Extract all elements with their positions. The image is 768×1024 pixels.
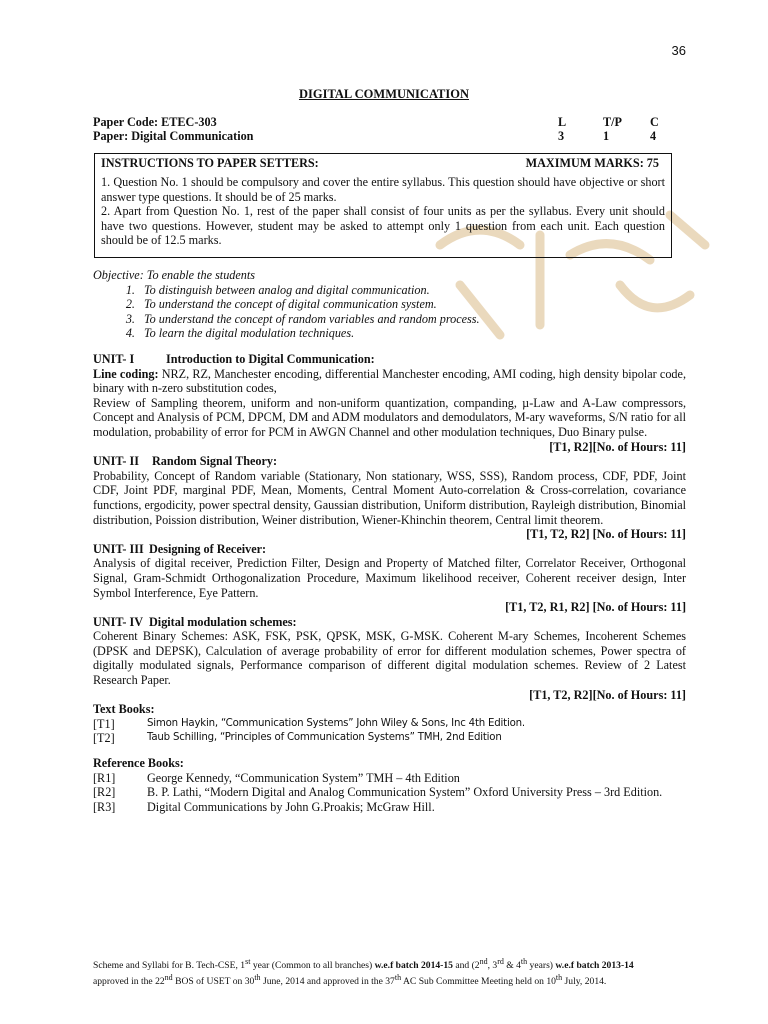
unit-1-text-1: NRZ, RZ, Manchester encoding, differential Manchester encoding, AMI coding, high density bipolar code, binary with n-zero substitution codes, [93,366,686,396]
unit-4-title: Digital modulation schemes: [149,614,297,629]
text-books-heading: Text Books: [93,702,155,717]
footer-text: approved in the 22 [93,975,165,987]
footer-line-1 [93,956,686,972]
footer-text: Scheme and Syllabi for B. Tech-CSE, 1 [93,960,246,972]
footer-sup: th [394,972,402,982]
reference-book-title: George Kennedy, “Communication System” TMH – 4th Edition [147,770,460,785]
reference-books-heading: Reference Books: [93,756,184,771]
col-header-c: C [650,115,659,129]
instructions-header [101,156,665,172]
unit-3-title: Designing of Receiver: [149,541,267,556]
reference-book-key: [R1] [93,770,116,785]
footer-sup: th [520,957,528,966]
paper-code: Paper Code: ETEC-303 [93,115,217,129]
unit-3-heading [93,542,686,557]
unit-1-label: UNIT- I [93,352,135,366]
col-value-l: 3 [558,129,565,143]
text-book-title: Taub Schilling, “Principles of Communication Systems” TMH, 2nd Edition [147,732,502,744]
text-book-item [93,717,686,732]
unit-3-reference: [T1, T2, R1, R2] [No. of Hours: 11] [505,600,686,615]
footer-text: year (Common to all branches) [250,960,375,972]
objective-item: 1. To distinguish between analog and digital communication. [138,283,693,298]
unit-2-label: UNIT- II [93,454,139,469]
instruction-point-1: 1. Question No. 1 should be compulsory and cover the entire syllabus. This question should have objective or short answer type questions. It should be of 25 marks. [101,175,665,204]
syllabus-body [93,352,686,814]
unit-2-title: Random Signal Theory: [152,454,278,469]
reference-book-title: Digital Communications by John G.Proakis; McGraw Hill. [147,799,435,814]
col-value-c: 4 [650,129,657,143]
text-book-item [93,731,686,746]
page-number: 36 [671,43,686,58]
unit-1-heading [93,352,686,367]
objective-intro: Objective: To enable the students [93,268,256,282]
unit-1-line-coding [93,367,686,396]
reference-book-item [93,800,686,815]
unit-4-text: Coherent Binary Schemes: ASK, FSK, PSK, QPSK, MSK, G-MSK. Coherent M-ary Schemes, Incoherent Schemes (DPSK and DEPSK), Calculation of average probability of error for different modulation schemes, Power spectra of digitally modulated signals, Performance comparison of different digital modulation schemes. Review of 2 Latest Research Paper. [93,629,686,688]
text-book-key: [T1] [93,716,115,731]
footer-line-2 [93,972,686,988]
unit-4-heading [93,615,686,630]
paper-name: Paper: Digital Communication [93,129,254,143]
footer-sup: nd [479,957,488,966]
instructions-box [94,153,672,258]
footer-sup: rd [497,957,504,966]
footer-text: , 3 [487,960,498,972]
footer-text: BOS of USET on 30 [172,975,255,987]
instructions-heading: INSTRUCTIONS TO PAPER SETTERS: [101,156,319,170]
reference-book-item [93,785,686,800]
page-footer [93,956,686,987]
instruction-point-2: 2. Apart from Question No. 1, rest of the paper shall consist of four units as per the syllabus. Every unit should have two questions. However, student may be asked to attempt only 1 question from each unit. Each question should be of 12.5 marks. [101,204,665,248]
unit-4-label: UNIT- IV [93,614,144,629]
text-book-key: [T2] [93,731,115,746]
unit-1-title: Introduction to Digital Communication: [166,352,375,366]
reference-book-key: [R3] [93,799,116,814]
unit-2-heading [93,454,686,469]
footer-batch-2014: w.e.f batch 2014-15 [374,960,453,972]
footer-text: years) [527,960,556,972]
objective-item: 4. To learn the digital modulation techniques. [138,326,693,341]
footer-text: July, 2014. [562,975,607,987]
footer-text: and (2 [452,960,480,972]
objective-list [93,283,693,341]
reference-book-item [93,771,686,786]
reference-book-key: [R2] [93,785,116,800]
unit-2-text: Probability, Concept of Random variable (Stationary, Non stationary, WSS, SSS), Random process, CDF, PDF, Joint CDF, Joint PDF, marginal PDF, Mean, Moments, Central Moment Auto-correlation & Cross-correlation, covariance functions, ergodicity, power spectral density, Gaussian distribution, Uniform distribution, Rayleigh distribution, Binomial distribution, Poission distribution, Weiner distribution, Wiener-Khinchin theorem, Central limit theorem. [93,468,686,527]
reference-book-title: B. P. Lathi, “Modern Digital and Analog Communication System” Oxford University Press – 3rd Edition. [147,785,663,800]
unit-3-label: UNIT- III [93,541,144,556]
unit-1-reference: [T1, R2][No. of Hours: 11] [549,439,686,454]
footer-sup: th [254,972,261,982]
objective-section [93,268,693,341]
footer-sup: nd [164,972,173,982]
unit-3-text: Analysis of digital receiver, Prediction Filter, Design and Property of Matched filter, Correlator Receiver, Orthogonal Signal, Gram-Schmidt Orthogonalization Procedure, Maximum likelihood receiver, Coherent receiver design, Inter Symbol Interference, Eye Pattern. [93,556,686,600]
unit-2-reference: [T1, T2, R2] [No. of Hours: 11] [526,527,686,542]
unit-1-text-2: Review of Sampling theorem, uniform and non-uniform quantization, companding, µ-Law and A-Law compressors, Concept and Analysis of PCM, DPCM, DM and ADM modulators and demodulators, M-ary waveforms, S/N ratio for all modulation, probability of error for PCM in AWGN Channel and other modulation techniques, Duo Binary pulse. [93,395,686,439]
col-header-tp: T/P [603,115,622,129]
objective-item: 2. To understand the concept of digital communication system. [138,297,693,312]
footer-text: June, 2014 and approved in the 37 [260,975,395,987]
footer-text: AC Sub Committee Meeting held on 10 [401,975,556,987]
page-title: DIGITAL COMMUNICATION [298,87,470,101]
footer-text: & 4 [503,960,521,972]
footer-batch-2013: w.e.f batch 2013-14 [555,960,634,972]
footer-sup: th [555,972,563,982]
unit-1-lead: Line coding: [93,366,159,381]
unit-4-reference: [T1, T2, R2][No. of Hours: 11] [529,687,686,702]
text-book-title: Simon Haykin, “Communication Systems” John Wiley & Sons, Inc 4th Edition. [147,717,525,729]
footer-sup: st [245,957,251,966]
objective-item: 3. To understand the concept of random variables and random process. [138,312,693,327]
maximum-marks: MAXIMUM MARKS: 75 [525,156,659,170]
col-value-tp: 1 [603,129,610,143]
col-header-l: L [558,115,567,129]
